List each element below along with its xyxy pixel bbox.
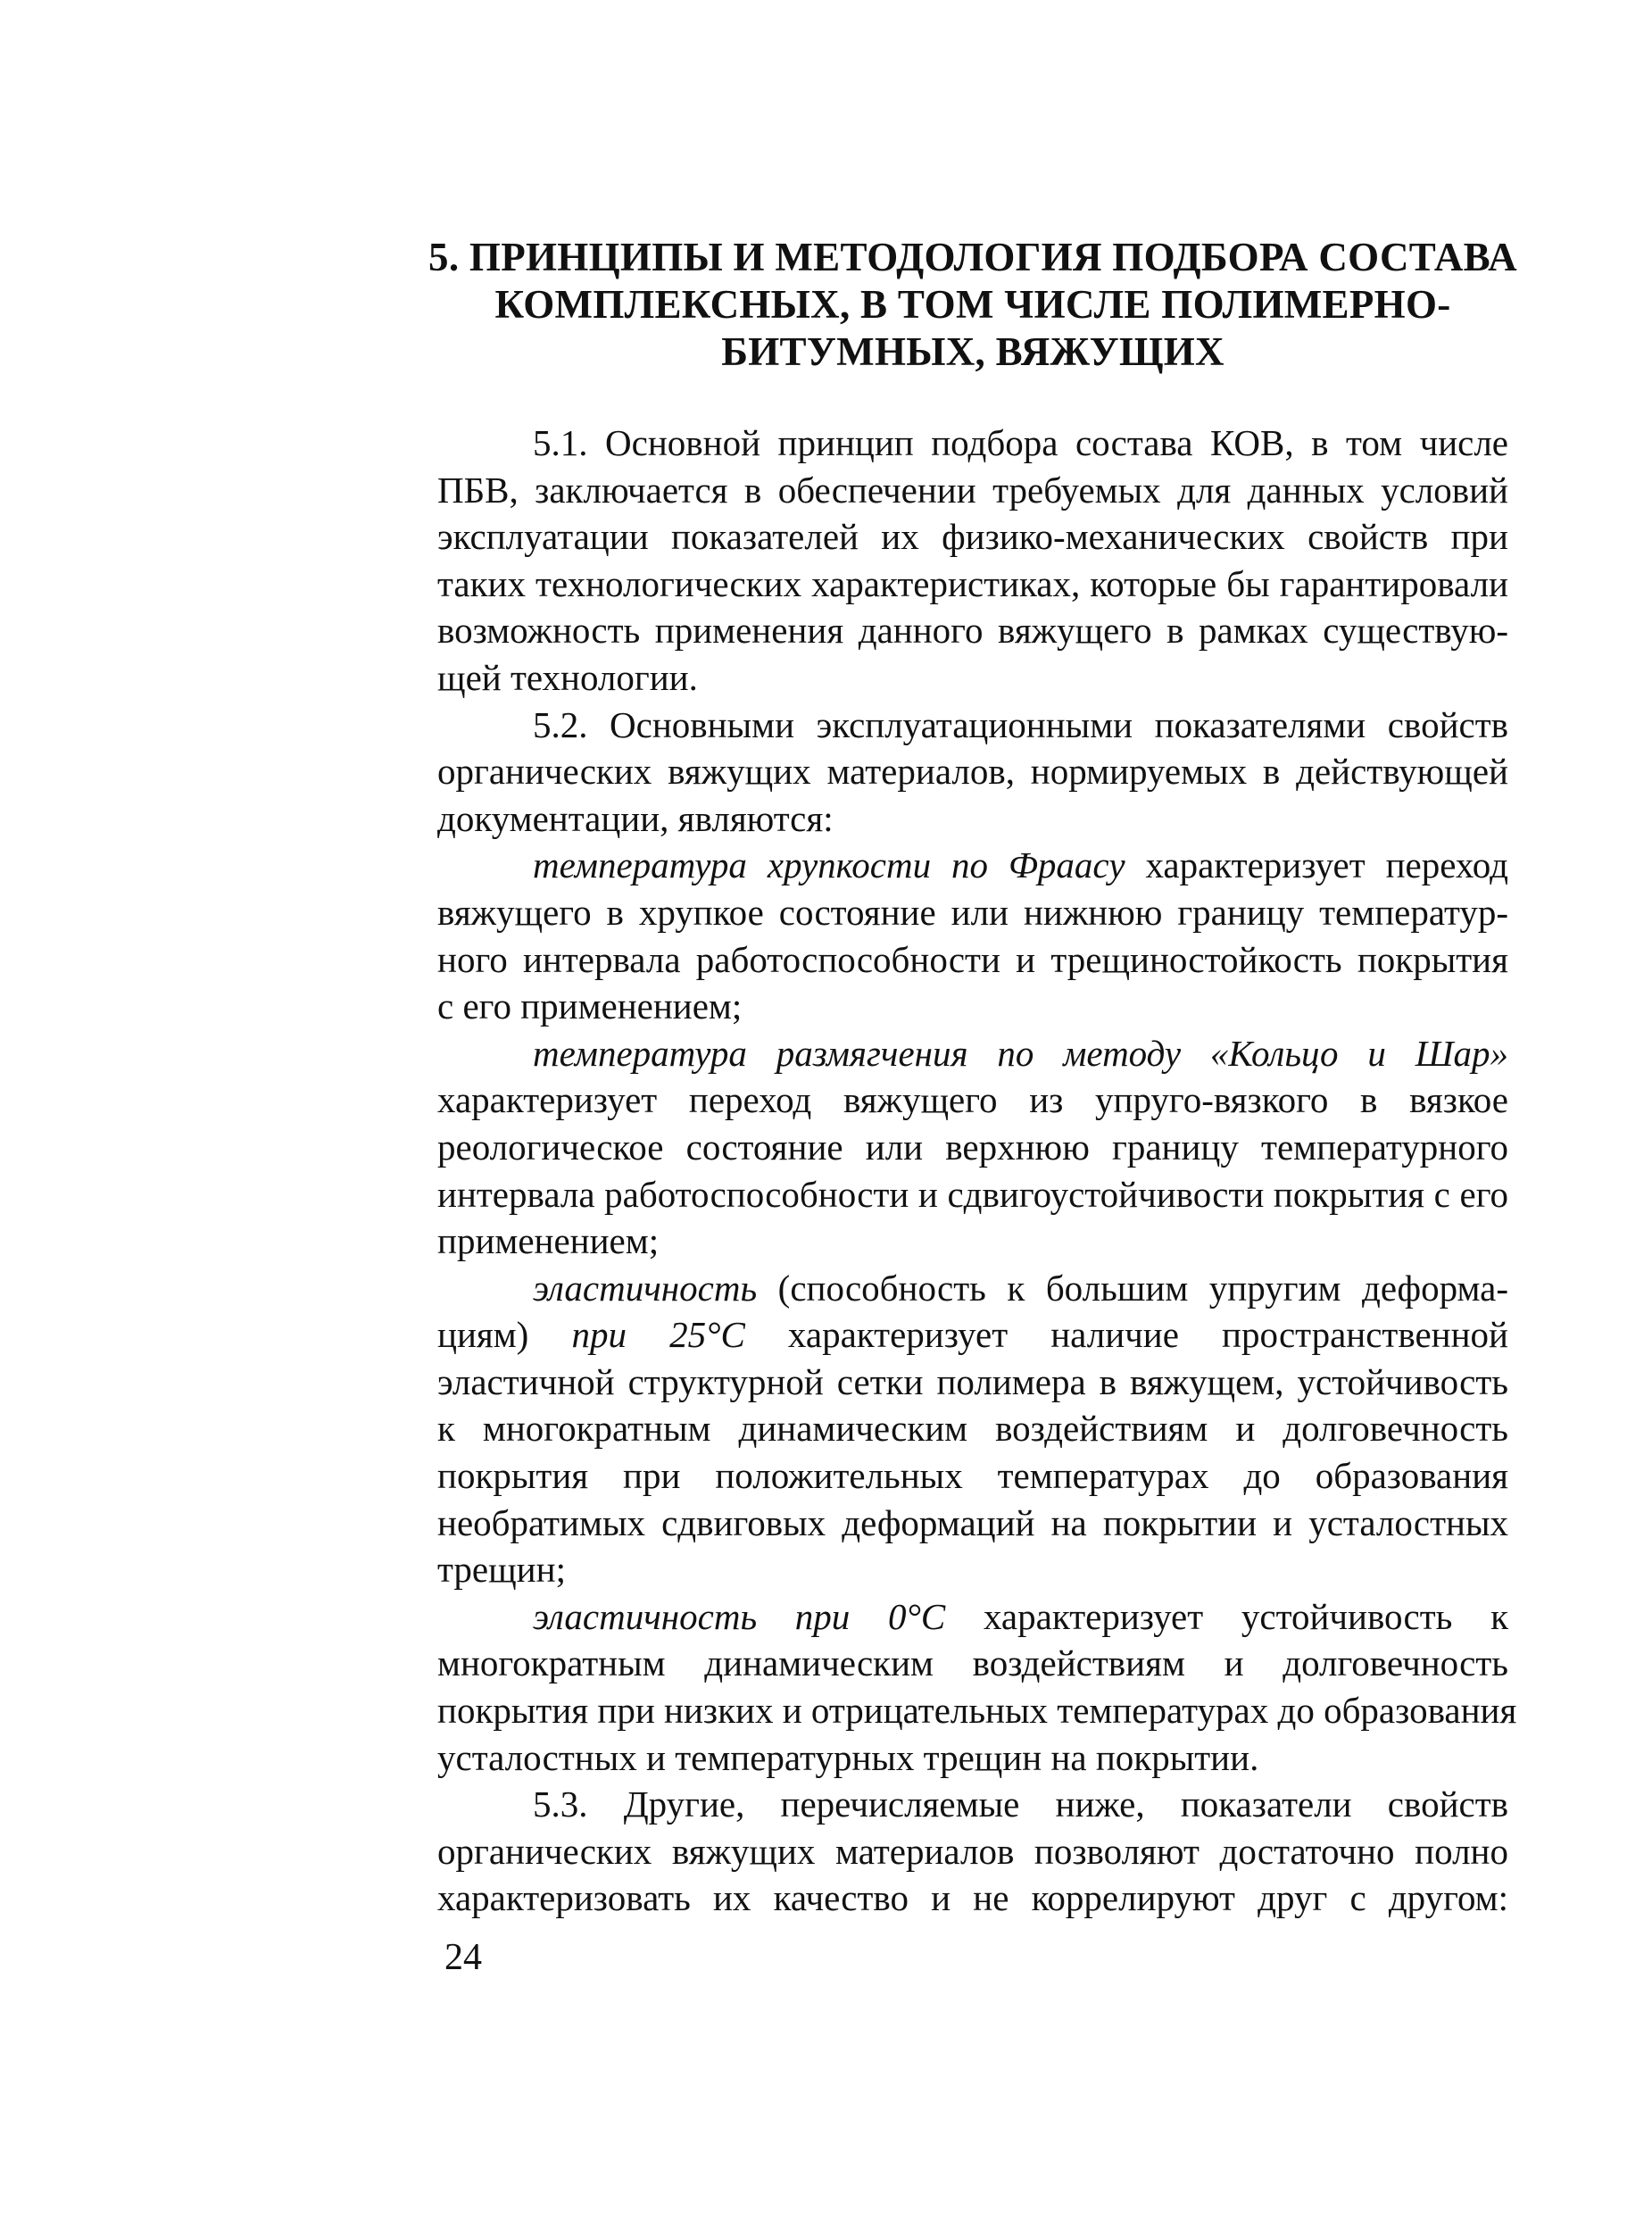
text-line: эластичной структурной сетки полимера в вяжущем, устойчивость <box>437 1360 1508 1402</box>
text-line: необратимых сдвиговых деформаций на покрытии и усталостных <box>437 1501 1508 1543</box>
text-fragment: характеризует переход <box>1125 844 1508 886</box>
text-line: щей технологии. <box>437 656 698 698</box>
text-line: таких технологических характеристиках, которые бы гарантировали <box>437 562 1508 604</box>
text-line <box>437 1030 1508 1077</box>
text-line <box>437 1265 1508 1312</box>
text-line: ПБВ, заключается в обеспечении требуемых для данных условий <box>437 469 1508 511</box>
paragraph-5-2 <box>437 702 1508 843</box>
text-line: покрытия при положительных температурах до образования <box>437 1455 1508 1497</box>
text-line: вяжущего в хрупкое состояние или нижнюю границу температур- <box>437 891 1508 933</box>
text-line: эксплуатации показателей их физико-механических свойств при <box>437 516 1508 558</box>
text-line: многократным динамическим воздействиям и долговечность <box>437 1642 1508 1684</box>
text-line: реологическое состояние или верхнюю границу температурного <box>437 1126 1508 1168</box>
text-line <box>437 842 1508 889</box>
text-line: характеризует переход вяжущего из упруго-вязкого в вязкое <box>437 1079 1508 1121</box>
paragraph-elasticity-25 <box>437 1265 1508 1593</box>
section-heading <box>428 234 1517 376</box>
text-line: покрытия при низких и отрицательных температурах до образования <box>437 1690 1517 1732</box>
text-line: 5.1. Основной принцип подбора состава КОВ, в том числе <box>533 422 1508 463</box>
term-italic: эластичность <box>533 1267 758 1309</box>
term-italic: эластичность при 0°C <box>533 1595 946 1637</box>
paragraph-5-3 <box>437 1781 1508 1922</box>
text-fragment: (способность к большим упругим деформа- <box>757 1267 1508 1309</box>
body-text <box>437 420 1517 1922</box>
heading-line: 5. ПРИНЦИПЫ И МЕТОДОЛОГИЯ ПОДБОРА СОСТАВА <box>428 235 1517 279</box>
heading-line: БИТУМНЫХ, ВЯЖУЩИХ <box>721 329 1224 374</box>
text-line: трещин; <box>437 1549 566 1591</box>
paragraph-brittleness <box>437 842 1508 1029</box>
paragraph-elasticity-0 <box>437 1593 1517 1781</box>
paragraph-5-1 <box>437 420 1508 702</box>
text-fragment: характеризует наличие пространственной <box>744 1314 1508 1356</box>
term-italic: при 25°C <box>571 1314 745 1356</box>
text-line: ного интервала работоспособности и трещиностойкость покрытия <box>437 938 1508 980</box>
text-line: применением; <box>437 1220 660 1262</box>
text-fragment: характеризует устойчивость к <box>945 1595 1508 1637</box>
text-line: органических вяжущих материалов позволяют достаточно полно <box>437 1830 1508 1872</box>
text-line <box>437 1593 1508 1641</box>
term-italic: температура размягчения по методу «Кольцо и Шар» <box>533 1032 1508 1074</box>
text-line: характеризовать их качество и не коррелируют друг с другом: <box>437 1877 1508 1919</box>
text-line: органических вяжущих материалов, нормируемых в действующей <box>437 751 1508 793</box>
term-italic: температура хрупкости по Фраасу <box>533 844 1125 886</box>
text-line: документации, являются: <box>437 797 834 839</box>
text-line: интервала работоспособности и сдвигоустойчивости покрытия с его <box>437 1173 1508 1215</box>
text-line: усталостных и температурных трещин на покрытии. <box>437 1736 1259 1778</box>
text-line: с его применением; <box>437 985 743 1027</box>
page-number: 24 <box>444 1937 482 1978</box>
text-line: возможность применения данного вяжущего в рамках существую- <box>437 610 1508 652</box>
text-fragment: циям) <box>437 1314 572 1356</box>
text-line: 5.3. Другие, перечисляемые ниже, показатели свойств <box>533 1783 1508 1825</box>
heading-line: КОМПЛЕКСНЫХ, В ТОМ ЧИСЛЕ ПОЛИМЕРНО- <box>494 282 1451 327</box>
paragraph-softening <box>437 1030 1508 1265</box>
text-line: 5.2. Основными эксплуатационными показателями свойств <box>533 703 1508 745</box>
text-line <box>437 1311 1508 1359</box>
text-line: к многократным динамическим воздействиям и долговечность <box>437 1408 1508 1450</box>
